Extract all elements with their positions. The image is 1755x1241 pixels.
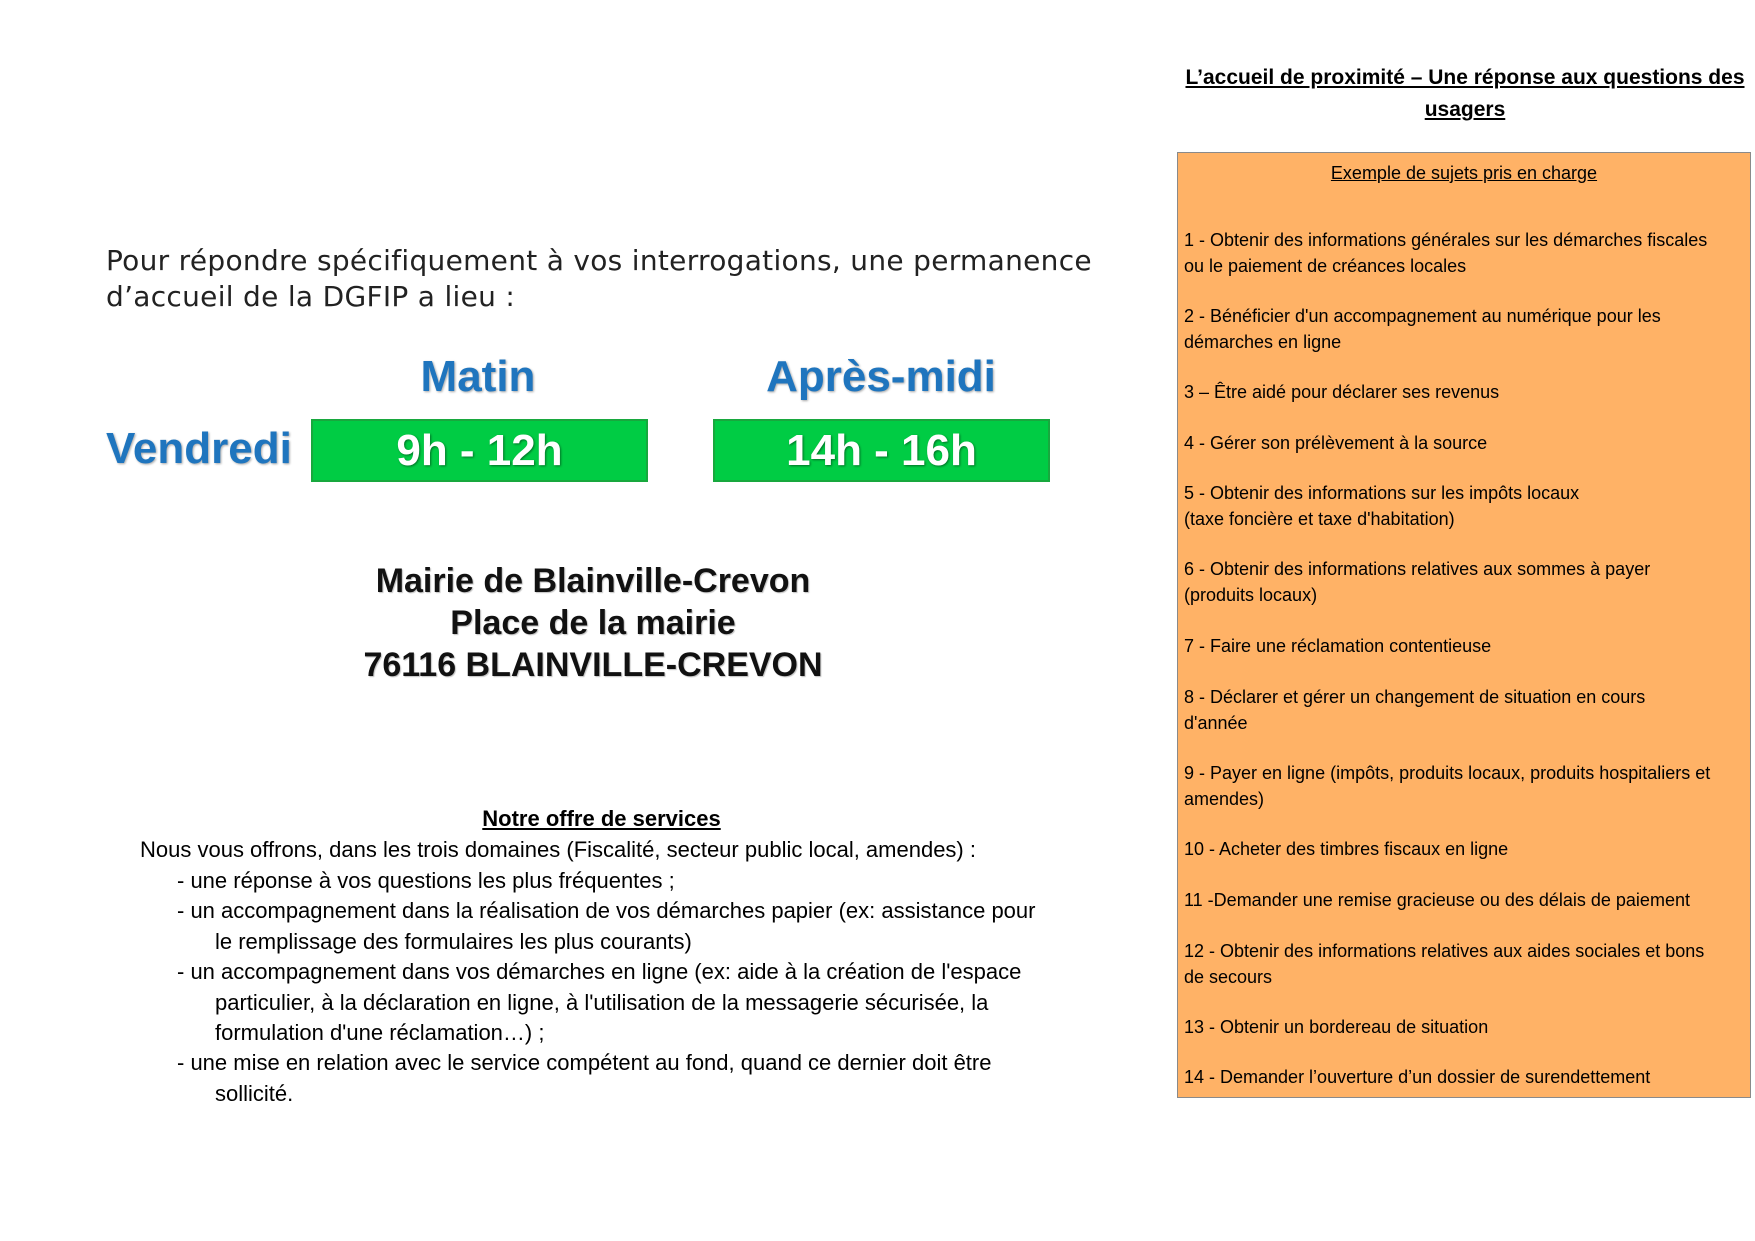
- subject-item-7: 7 - Faire une réclamation contentieuse: [1184, 636, 1492, 656]
- subject-item-1: 1 - Obtenir des informations générales sur les démarches fiscales ou le paiement de créances locales: [1184, 230, 1708, 276]
- subject-item-2: 2 - Bénéficier d'un accompagnement au numérique pour les démarches en ligne: [1184, 306, 1661, 352]
- intro-text: [106, 243, 1106, 315]
- service-item-1: [177, 866, 1077, 897]
- subject-item-3: 3 – Être aidé pour déclarer ses revenus: [1184, 382, 1500, 402]
- subject-item-4: 4 - Gérer son prélèvement à la source: [1184, 433, 1488, 453]
- morning-label: Matin: [420, 352, 536, 401]
- subject-item-12: 12 - Obtenir des informations relatives aux aides sociales et bons de secours: [1184, 941, 1705, 987]
- service-item-4-line2: sollicité.: [215, 1080, 294, 1106]
- service-item-3: [177, 957, 1077, 1049]
- intro-line2: d’accueil de la DGFIP a lieu :: [106, 280, 516, 313]
- service-item-1-text: - une réponse à vos questions les plus fréquentes ;: [177, 868, 675, 893]
- service-item-4-line1: - une mise en relation avec le service compétent au fond, quand ce dernier doit être: [177, 1050, 992, 1075]
- subject-item-9: 9 - Payer en ligne (impôts, produits locaux, produits hospitaliers et amendes): [1184, 763, 1711, 809]
- service-item-2-line1: - un accompagnement dans la réalisation de vos démarches papier (ex: assistance pour: [177, 898, 1036, 923]
- panel-title-line1: L’accueil de proximité – Une réponse aux questions des: [1185, 66, 1745, 89]
- panel-title: [1176, 62, 1754, 126]
- service-item-3-line2: particulier, à la déclaration en ligne, à l'utilisation de la messagerie sécurisée, la: [215, 989, 989, 1015]
- subjects-heading: Exemple de sujets pris en charge: [1330, 163, 1598, 183]
- service-item-2: [177, 896, 1077, 957]
- subject-item-8: 8 - Déclarer et gérer un changement de situation en cours d'année: [1184, 687, 1646, 733]
- services-title: Notre offre de services: [482, 806, 721, 831]
- day-label: Vendredi: [106, 424, 292, 473]
- subject-item-11: 11 -Demander une remise gracieuse ou des délais de paiement: [1184, 890, 1690, 910]
- subject-item-10: 10 - Acheter des timbres fiscaux en ligne: [1184, 839, 1509, 859]
- service-item-3-line3: formulation d'une réclamation…) ;: [215, 1020, 545, 1045]
- subject-item-5: 5 - Obtenir des informations sur les impôts locaux (taxe foncière et taxe d'habitation): [1184, 483, 1580, 529]
- subject-item-14: 14 - Demander l’ouverture d’un dossier de surendettement: [1184, 1067, 1651, 1087]
- subject-item-6: 6 - Obtenir des informations relatives aux sommes à payer (produits locaux): [1184, 559, 1651, 605]
- subject-item-13: 13 - Obtenir un bordereau de situation: [1184, 1017, 1489, 1037]
- address-line3: 76116 BLAINVILLE-CREVON: [363, 646, 823, 684]
- afternoon-hours: 14h - 16h: [713, 419, 1050, 482]
- address-line1: Mairie de Blainville-Crevon: [375, 562, 811, 600]
- intro-line1: Pour répondre spécifiquement à vos interrogations, une permanence: [106, 244, 1092, 277]
- service-item-3-line1: - un accompagnement dans vos démarches en ligne (ex: aide à la création de l'espace: [177, 959, 1022, 984]
- subjects-box: [1177, 152, 1751, 1098]
- afternoon-label: Après-midi: [766, 352, 996, 401]
- address-line2: Place de la mairie: [450, 604, 736, 642]
- service-item-4: [177, 1048, 1077, 1109]
- panel-title-line2: usagers: [1424, 98, 1506, 121]
- services-intro: Nous vous offrons, dans les trois domaines (Fiscalité, secteur public local, amendes) :: [140, 837, 976, 862]
- service-item-2-line2: le remplissage des formulaires les plus courants): [215, 928, 692, 954]
- morning-hours: 9h - 12h: [311, 419, 648, 482]
